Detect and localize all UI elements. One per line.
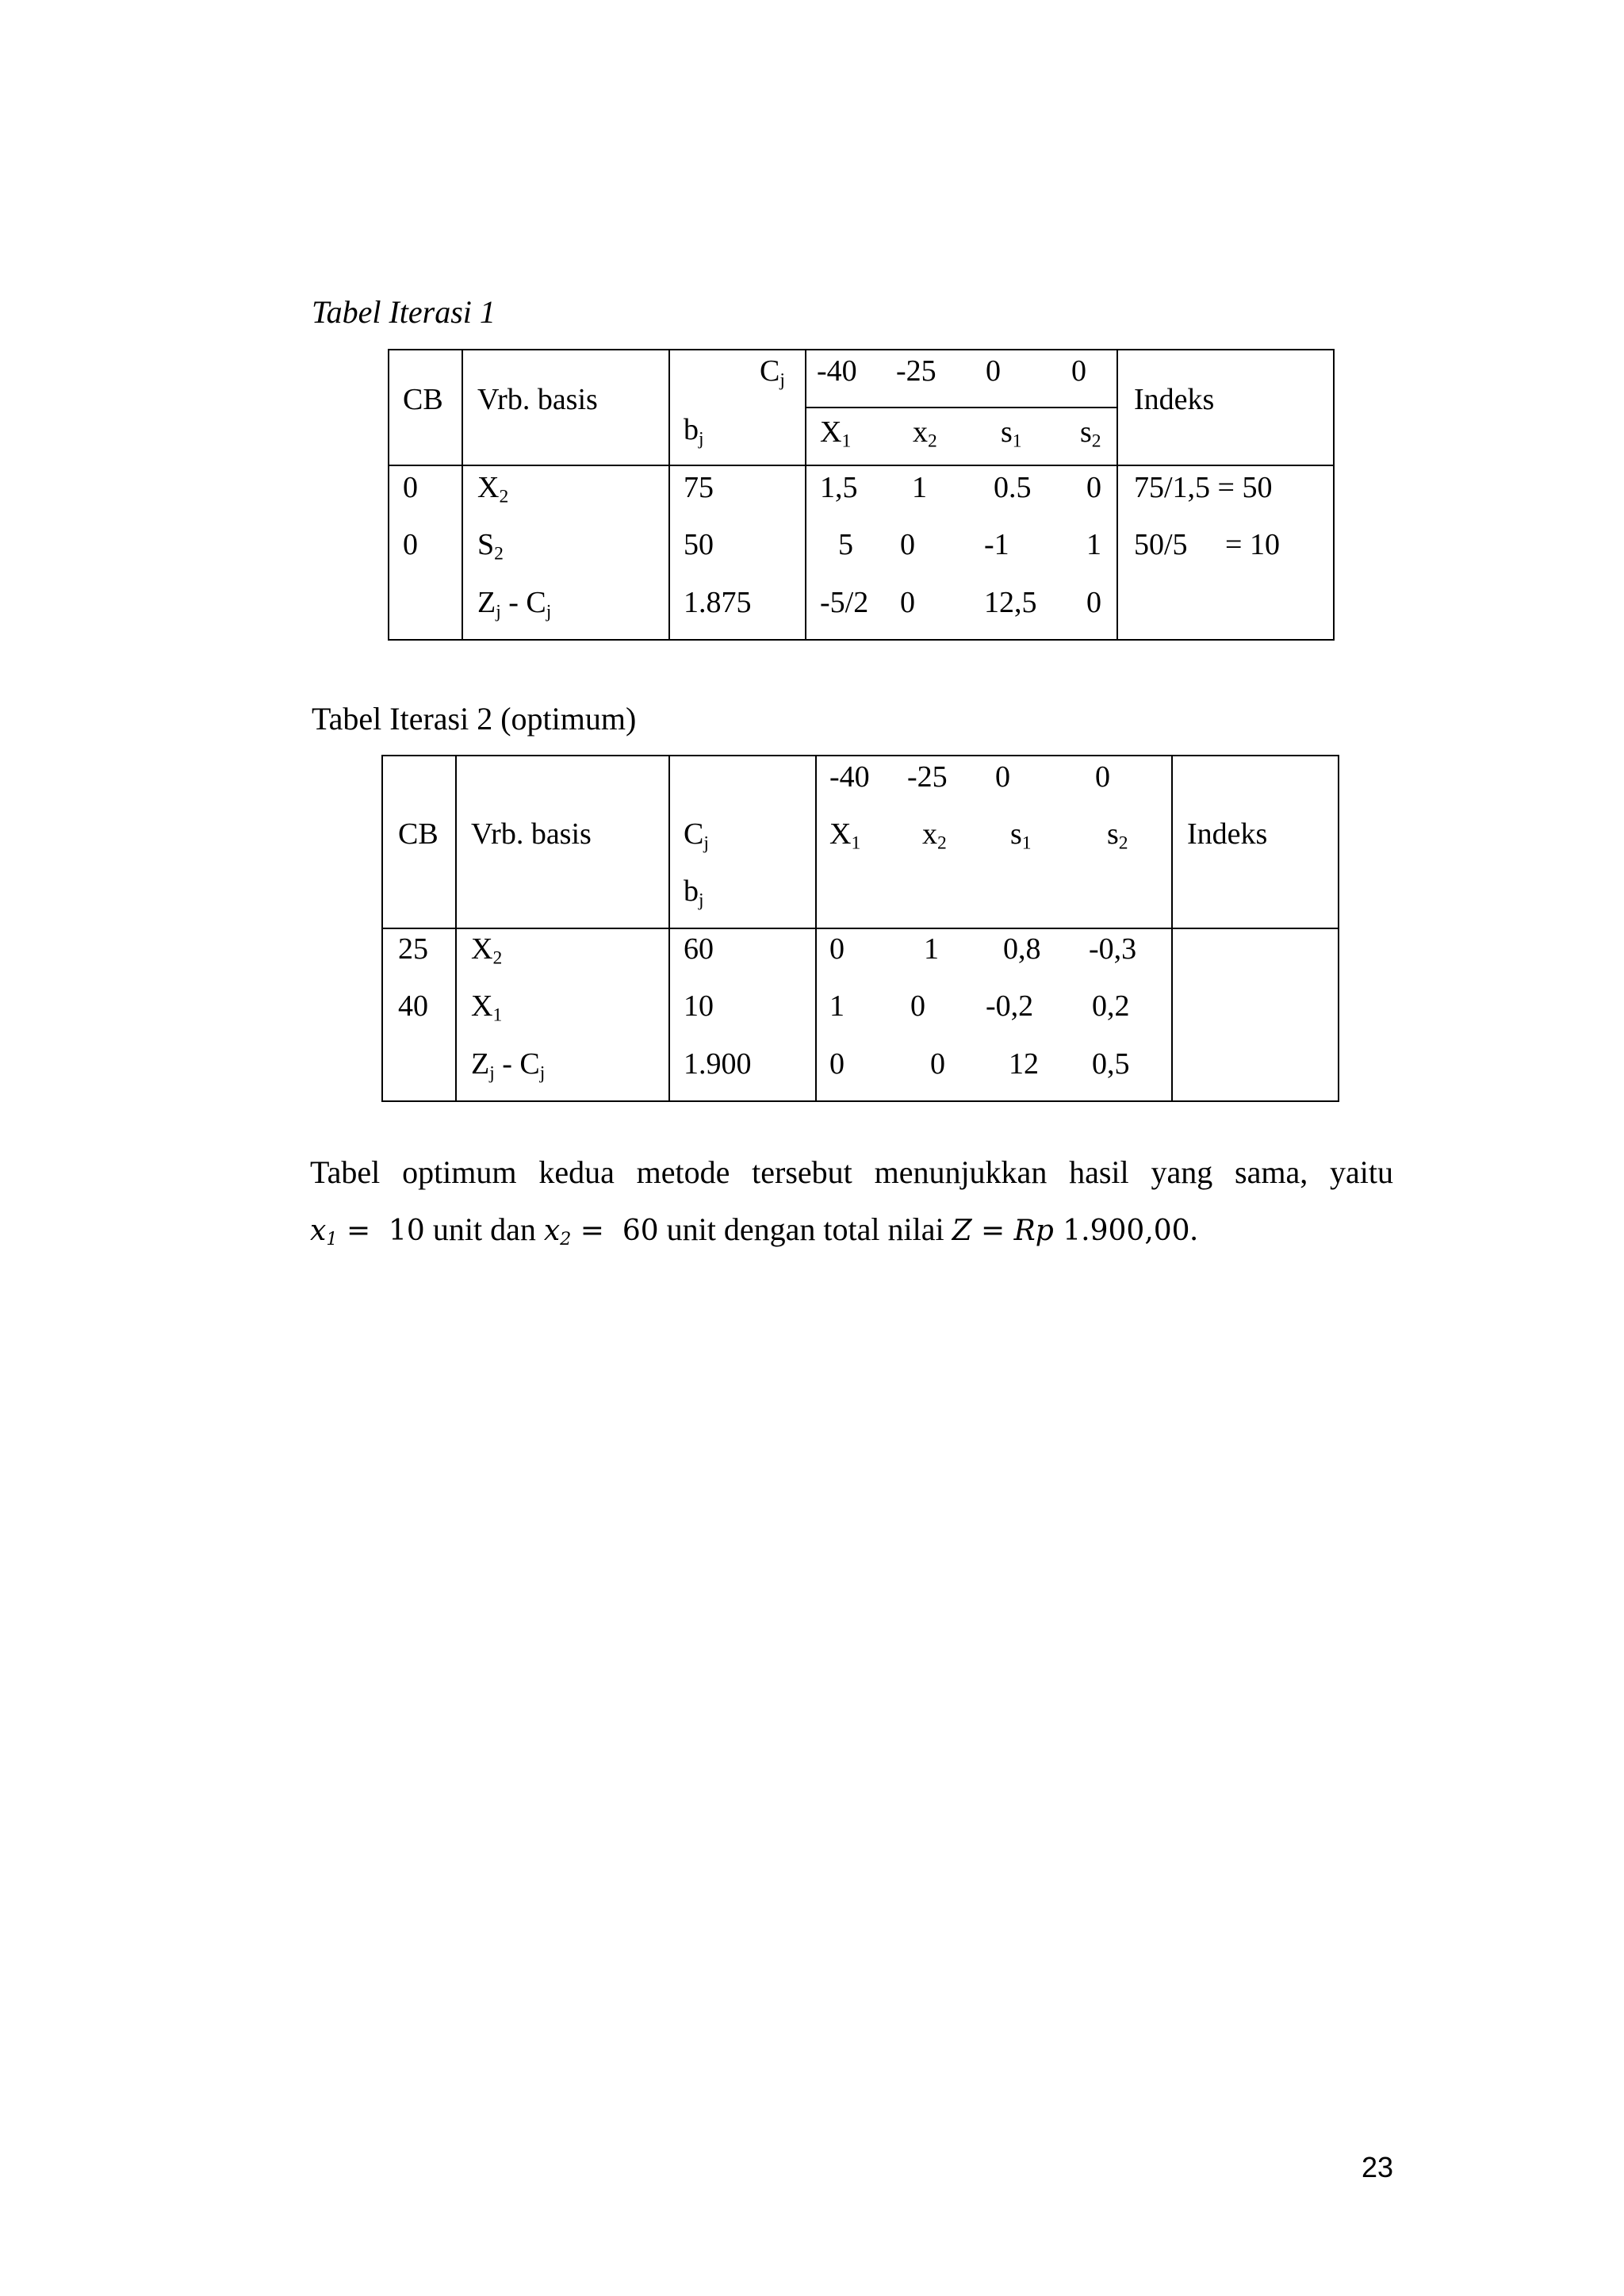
table1-zrow-value: 0: [1086, 586, 1101, 619]
table1-col-divider: [1116, 349, 1118, 641]
table2-zrow-bj: 1.900: [684, 1047, 752, 1081]
table1-border-top: [388, 349, 1335, 350]
table1-row2-value: -1: [984, 528, 1009, 561]
paragraph-word: sama,: [1235, 1154, 1308, 1190]
table1-row1-value: 1: [912, 471, 927, 504]
table2-row1-bj: 60: [684, 932, 714, 966]
table1-header-cb: CB: [403, 383, 443, 416]
table1-var: $s_1$: [1001, 415, 1022, 452]
table2-header-vrb: Vrb. basis: [471, 817, 592, 851]
table1-zrow-label: $Z_j - C_j$: [477, 586, 552, 622]
table2-zrow-value: 0,5: [1092, 1047, 1130, 1081]
table1-row2-indeks: 50/5 = 10: [1134, 528, 1280, 561]
paragraph-line-1: [310, 1154, 1393, 1190]
table2-border-bottom: [381, 1100, 1339, 1102]
table1-header-split: [805, 407, 1118, 408]
table2-row2-value: -0,2: [986, 989, 1034, 1023]
table2-var: $X_1$: [829, 817, 861, 854]
table1-row2-cb: 0: [403, 528, 418, 561]
table2-col-divider: [455, 755, 457, 1102]
table2-col-divider: [815, 755, 817, 1102]
table1-coef: -40: [817, 354, 857, 388]
table2-coef: 0: [995, 760, 1010, 794]
paragraph-word: metode: [636, 1154, 730, 1190]
table1-row1-bj: 75: [684, 471, 714, 504]
table1-row1-value: 1,5: [820, 471, 858, 504]
table1-header-indeks: Indeks: [1134, 383, 1215, 416]
table1-zrow-value: -5/2: [820, 586, 869, 619]
table1-header-bottom: [388, 465, 1335, 466]
table1-row2-value: 5: [838, 528, 853, 561]
paragraph-word: yang: [1151, 1154, 1213, 1190]
table1-col-divider: [805, 349, 806, 641]
table2-row1-cb: 25: [398, 932, 428, 966]
table2-var: $x_2$: [922, 817, 947, 854]
table1-row1-value: 0.5: [994, 471, 1032, 504]
table1-border-bottom: [388, 639, 1335, 641]
table2-row1-vrb: $X_2$: [471, 932, 503, 969]
paragraph-word: Tabel: [310, 1154, 381, 1190]
table1-zrow-value: 12,5: [984, 586, 1037, 619]
table1-zrow-bj: 1.875: [684, 586, 752, 619]
table2-zrow-value: 12: [1009, 1047, 1039, 1081]
table2-col-divider: [1171, 755, 1173, 1102]
table1-var: $X_1$: [820, 415, 852, 452]
table2-row2-cb: 40: [398, 989, 428, 1023]
table1-border-left: [388, 349, 389, 641]
table1-coef: 0: [986, 354, 1001, 388]
table2-border-left: [381, 755, 383, 1102]
table2-col-divider: [668, 755, 670, 1102]
table2-row1-value: 0,8: [1003, 932, 1041, 966]
table2-header-cj: $C_j$: [684, 817, 709, 854]
table1-col-divider: [668, 349, 670, 641]
table2-coef: 0: [1095, 760, 1110, 794]
table1-var: $x_2$: [913, 415, 937, 452]
page-number: 23: [1362, 2151, 1394, 2183]
table1-row2-value: 0: [900, 528, 915, 561]
table2-row1-value: 1: [924, 932, 939, 966]
table1-var: $s_2$: [1080, 415, 1101, 452]
math-rp: Rp: [1013, 1215, 1054, 1247]
paragraph-word: hasil: [1069, 1154, 1129, 1190]
table1-header-cj: $C_j$: [760, 354, 785, 391]
paragraph-word: kedua: [538, 1154, 615, 1190]
table2-row1-value: -0,3: [1089, 932, 1137, 966]
table1-row1-value: 0: [1086, 471, 1101, 504]
paragraph-word: yaitu: [1330, 1154, 1393, 1190]
table2-row2-value: 0,2: [1092, 989, 1130, 1023]
table2-row2-value: 0: [910, 989, 925, 1023]
table1-row2-value: 1: [1086, 528, 1101, 561]
table2-row1-value: 0: [829, 932, 845, 966]
table1-row2-bj: 50: [684, 528, 714, 561]
table2-zrow-value: 0: [829, 1047, 845, 1081]
math-z: Z: [952, 1215, 972, 1247]
table1-border-right: [1333, 349, 1335, 641]
table2-zrow-label: $Z_j - C_j$: [471, 1047, 546, 1084]
table2-coef: -25: [907, 760, 948, 794]
table1-header-vrb: Vrb. basis: [477, 383, 598, 416]
table1-row1-cb: 0: [403, 471, 418, 504]
paragraph-word: menunjukkan: [874, 1154, 1048, 1190]
math-x1: $x_1$: [310, 1215, 338, 1250]
table1-header-bj: $b_j$: [684, 413, 704, 450]
table2-border-right: [1338, 755, 1339, 1102]
paragraph-word: tersebut: [752, 1154, 852, 1190]
table2-row2-vrb: $X_1$: [471, 989, 503, 1026]
conclusion-paragraph: [310, 1154, 1393, 1250]
table2-row2-bj: 10: [684, 989, 714, 1023]
table1-col-divider: [462, 349, 463, 641]
table1-coef: -25: [896, 354, 936, 388]
math-x2: $x_2$: [543, 1215, 572, 1250]
table2-var: $s_1$: [1010, 817, 1032, 854]
table1-zrow-value: 0: [900, 586, 915, 619]
math-total: 1.900,00: [1053, 1215, 1190, 1247]
table2-border-top: [381, 755, 1339, 756]
paragraph-word: optimum: [402, 1154, 517, 1190]
table2-header-bottom: [381, 928, 1339, 929]
table1-row1-indeks: 75/1,5 = 50: [1134, 471, 1273, 504]
table1-coef: 0: [1071, 354, 1086, 388]
table2-header-cb: CB: [398, 817, 439, 851]
table2-header-bj: $b_j$: [684, 874, 704, 911]
table2-caption: Tabel Iterasi 2 (optimum): [312, 701, 637, 737]
table1-row1-vrb: $X_2$: [477, 471, 509, 507]
table2-var: $s_2$: [1107, 817, 1128, 854]
table2-header-indeks: Indeks: [1187, 817, 1268, 851]
table2-row2-value: 1: [829, 989, 845, 1023]
paragraph-line-2: $x_1 = 10$ unit dan $x_2 = 60$ unit dengan total nilai Z = Rp 1.900,00.: [310, 1211, 1198, 1250]
math-x1-value: 10: [379, 1215, 425, 1247]
table1-caption: Tabel Iterasi 1: [312, 294, 496, 330]
math-x2-value: 60: [613, 1215, 659, 1247]
table1-row2-vrb: $S_2$: [477, 528, 504, 564]
table2-coef: -40: [829, 760, 870, 794]
table2-zrow-value: 0: [930, 1047, 945, 1081]
